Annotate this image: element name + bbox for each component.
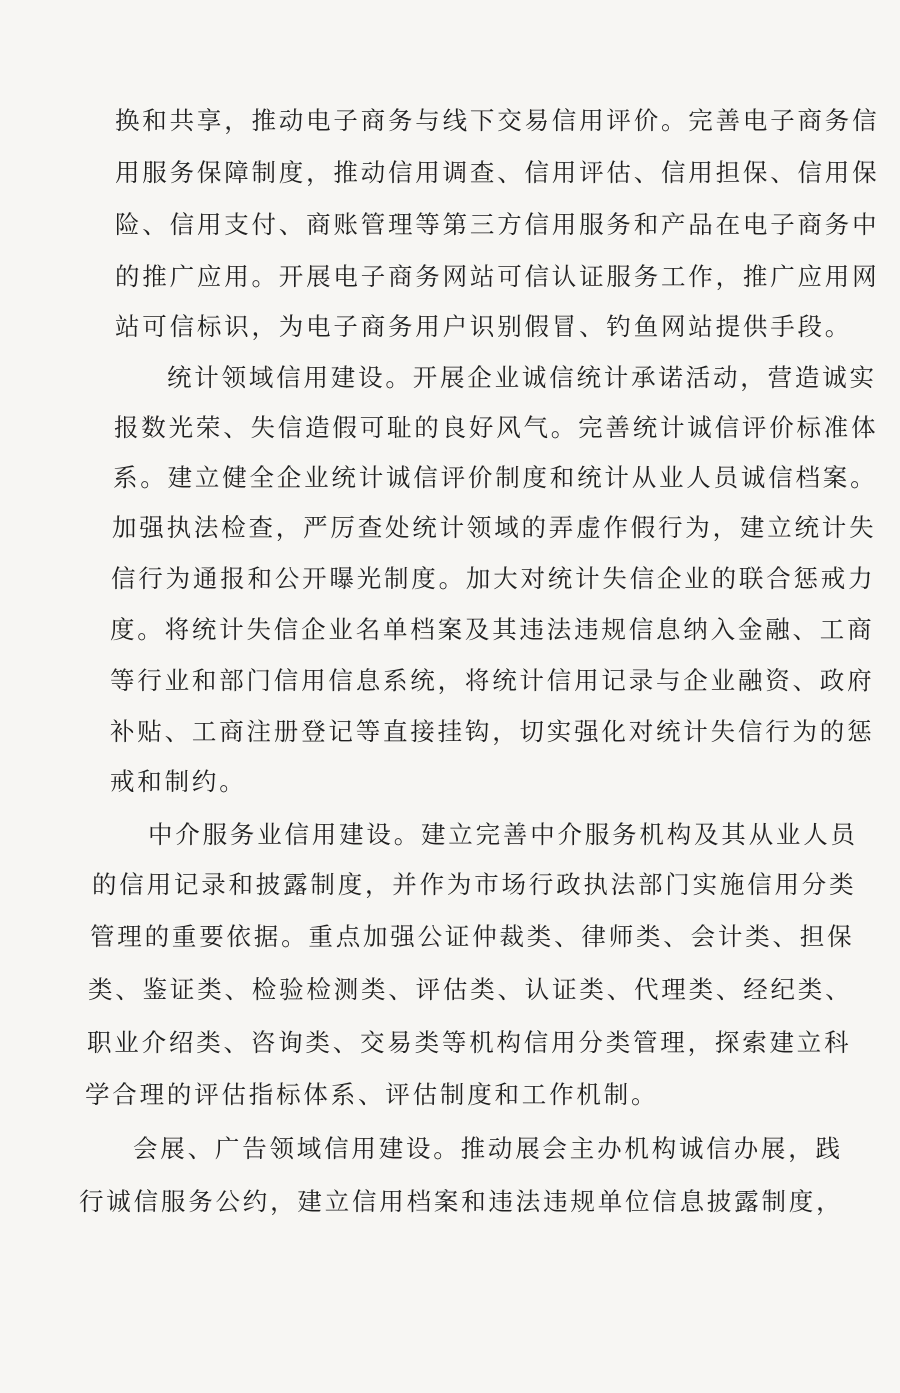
text-line: 信行为通报和公开曝光制度。加大对统计失信企业的联合惩戒力 xyxy=(111,564,876,593)
paragraph-heading-line: 统计领域信用建设。开展企业诚信统计承诺活动，营造诚实 xyxy=(167,363,877,392)
text-line: 险、信用支付、商账管理等第三方信用服务和产品在电子商务中 xyxy=(115,210,880,239)
text-line: 职业介绍类、咨询类、交易类等机构信用分类管理，探索建立科 xyxy=(87,1028,852,1057)
text-line: 的信用记录和披露制度，并作为市场行政执法部门实施信用分类 xyxy=(92,870,857,899)
text-line: 报数光荣、失信造假可耻的良好风气。完善统计诚信评价标准体 xyxy=(114,413,879,442)
text-line: 度。将统计失信企业名单档案及其违法违规信息纳入金融、工商 xyxy=(110,615,875,644)
text-line: 站可信标识，为电子商务用户识别假冒、钓鱼网站提供手段。 xyxy=(115,312,853,341)
paragraph-heading-line: 会展、广告领域信用建设。推动展会主办机构诚信办展，践 xyxy=(133,1134,843,1163)
text-line: 换和共享，推动电子商务与线下交易信用评价。完善电子商务信 xyxy=(115,106,880,135)
text-line: 类、鉴证类、检验检测类、评估类、认证类、代理类、经纪类、 xyxy=(88,975,853,1004)
paragraph-heading-line: 中介服务业信用建设。建立完善中介服务机构及其从业人员 xyxy=(148,820,858,849)
text-line: 等行业和部门信用信息系统，将统计信用记录与企业融资、政府 xyxy=(110,666,875,695)
text-line: 用服务保障制度，推动信用调查、信用评估、信用担保、信用保 xyxy=(115,158,880,187)
text-line: 系。建立健全企业统计诚信评价制度和统计从业人员诚信档案。 xyxy=(113,463,878,492)
text-line: 补贴、工商注册登记等直接挂钩，切实强化对统计失信行为的惩 xyxy=(110,717,875,746)
text-line: 戒和制约。 xyxy=(110,767,247,796)
text-line: 加强执法检查，严厉查处统计领域的弄虚作假行为，建立统计失 xyxy=(112,513,877,542)
text-line: 管理的重要依据。重点加强公证仲裁类、律师类、会计类、担保 xyxy=(90,922,855,951)
text-line: 学合理的评估指标体系、评估制度和工作机制。 xyxy=(85,1080,659,1109)
text-line: 的推广应用。开展电子商务网站可信认证服务工作，推广应用网 xyxy=(115,262,880,291)
text-line: 行诚信服务公约，建立信用档案和违法违规单位信息披露制度， xyxy=(79,1187,844,1216)
